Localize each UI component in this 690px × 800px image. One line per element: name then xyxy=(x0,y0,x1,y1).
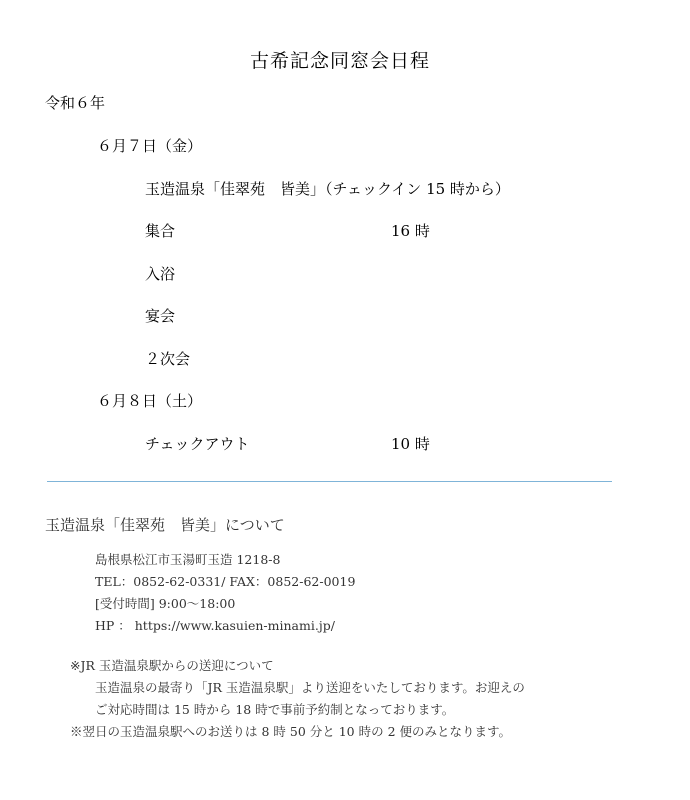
day2-checkout-label: チェックアウト xyxy=(145,435,250,453)
section-divider xyxy=(47,481,612,482)
day1-date: ６月７日（金） xyxy=(97,137,203,155)
day1-bath: 入浴 xyxy=(145,265,176,283)
hotel-reception-hours: [受付時間] 9:00～18:00 xyxy=(95,596,236,611)
hotel-homepage: HP ： https://www.kasuien-minami.jp/ xyxy=(95,618,335,633)
day2-date: ６月８日（土） xyxy=(97,392,203,410)
shuttle-heading: ※JR 玉造温泉駅からの送迎について xyxy=(70,658,274,673)
day1-gathering-time: 16 時 xyxy=(391,222,430,240)
day2-checkout-time: 10 時 xyxy=(391,435,430,453)
hotel-phone-fax: TEL：0852-62-0331/ FAX：0852-62-0019 xyxy=(95,574,356,589)
era-label: 令和６年 xyxy=(45,94,106,112)
day1-gathering-label: 集合 xyxy=(145,222,176,240)
day1-banquet: 宴会 xyxy=(145,307,176,325)
page-title: 古希記念同窓会日程 xyxy=(250,50,431,72)
day1-venue: 玉造温泉「佳翠苑 皆美」（チェックイン 15 時から） xyxy=(145,180,510,198)
shuttle-line-2: ご対応時間は 15 時から 18 時で事前予約制となっております。 xyxy=(95,702,455,717)
hotel-address: 島根県松江市玉湯町玉造 1218-8 xyxy=(95,552,281,567)
shuttle-line-1: 玉造温泉の最寄り「JR 玉造温泉駅」より送迎をいたしております。お迎えの xyxy=(95,680,525,695)
hotel-heading: 玉造温泉「佳翠苑 皆美」について xyxy=(45,516,285,534)
next-day-note: ※翌日の玉造温泉駅へのお送りは 8 時 50 分と 10 時の 2 便のみとなります。 xyxy=(70,724,512,739)
day1-second-party: ２次会 xyxy=(145,350,191,368)
